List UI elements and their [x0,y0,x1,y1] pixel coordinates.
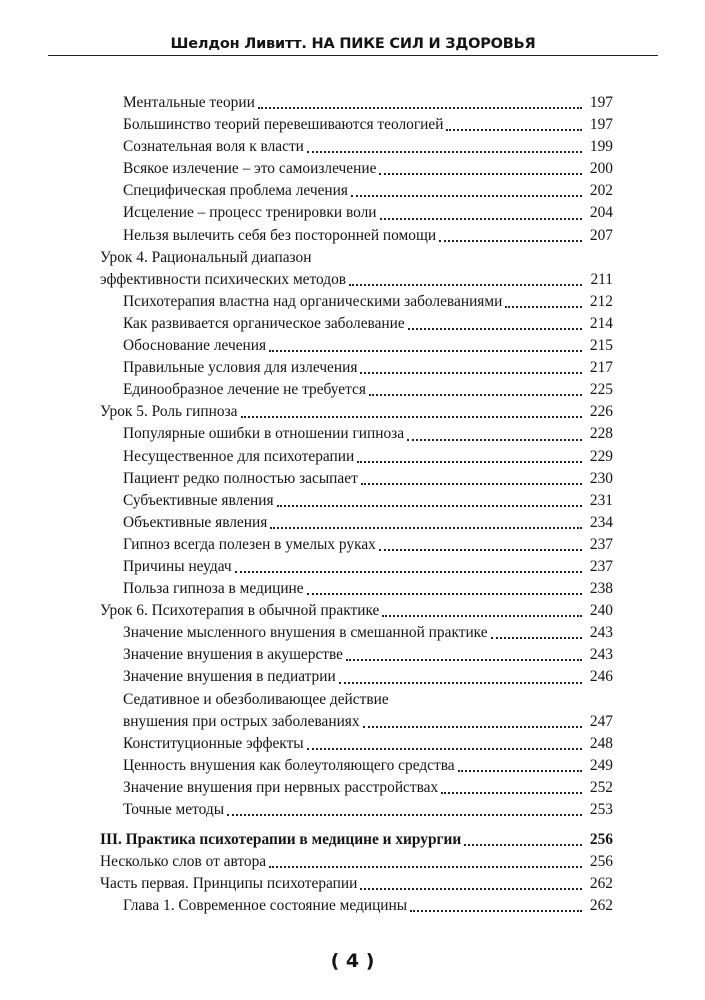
dot-leader [446,129,582,131]
toc-entry [0,644,705,666]
dot-leader [464,844,582,846]
toc-entry [0,777,705,799]
toc-entry-page: 247 [589,712,613,730]
toc-entry-page: 202 [589,182,613,200]
toc-entry [0,468,705,490]
dot-leader [379,173,582,175]
toc-entry-page: 256 [589,853,613,871]
toc-entry-title: Правильные условия для излечения [123,359,358,377]
toc-entry-title: Большинство теорий перевешиваются теологией [123,116,444,134]
toc-entry-page: 197 [589,116,613,134]
dot-leader [407,439,582,441]
toc-entry-title: Значение внушения в педиатрии [123,668,336,686]
toc-entry-page: 237 [589,535,613,553]
toc-entry [0,158,705,180]
toc-entry-page: 249 [589,756,613,774]
toc-entry-page: 226 [589,403,613,421]
toc-entry-page: 237 [589,557,613,575]
dot-leader [258,107,582,109]
toc-entry-page: 225 [589,381,613,399]
dot-leader [363,726,582,728]
toc-entry-title: Урок 6. Психотерапия в обычной практике [100,602,380,620]
toc-entry-page: 262 [589,875,613,893]
toc-entry-page: 231 [589,491,613,509]
toc-entry-title: Исцеление – процесс тренировки воли [123,204,377,222]
toc-entry [0,446,705,468]
toc-entry-page: 238 [589,580,613,598]
toc-entry-title: Субъективные явления [123,491,274,509]
dot-leader [491,637,582,639]
header-rule [48,55,658,56]
dot-leader [307,748,582,750]
toc-entry-page: 207 [589,226,613,244]
toc-entry [0,851,705,873]
toc-entry-title: Популярные ошибки в отношении гипноза [123,425,405,443]
toc-entry-title: Значение внушения в акушерстве [123,646,344,664]
toc-entry-page: 229 [589,447,613,465]
dot-leader [346,659,582,661]
table-of-contents [0,92,705,917]
dot-leader [382,615,582,617]
toc-entry-page: 252 [589,778,613,796]
toc-entry [0,689,705,733]
toc-entry-title: Специфическая проблема лечения [123,182,348,200]
toc-entry-title: Значение мысленного внушения в смешанной практике [123,624,488,642]
toc-entry [0,202,705,224]
toc-entry [0,92,705,114]
toc-entry-title: Часть первая. Принципы психотерапии [100,875,358,893]
toc-entry-title-line1: Седативное и обезболивающее действие [123,690,389,708]
toc-entry [0,799,705,821]
toc-entry-title: Ментальные теории [123,94,255,111]
toc-entry [0,755,705,777]
toc-entry [0,578,705,600]
toc-entry-title: Урок 5. Роль гипноза [100,403,238,421]
toc-entry-title: Конституционные эффекты [123,734,304,752]
toc-entry-page: 243 [589,646,613,664]
toc-entry-page: 256 [589,831,613,849]
toc-entry [0,512,705,534]
toc-entry [0,313,705,335]
toc-entry-page: 246 [589,668,613,686]
toc-entry-title: Польза гипноза в медицине [123,580,304,598]
toc-entry-page: 200 [589,160,613,178]
toc-entry [0,829,705,851]
toc-entry-title: III. Практика психотерапии в медицине и хирургии [100,831,462,849]
toc-entry-title: Объективные явления [123,513,268,531]
toc-entry [0,895,705,917]
dot-leader [361,483,582,485]
toc-entry-title: Ценность внушения как болеутоляющего средства [123,756,455,774]
toc-entry [0,666,705,688]
toc-entry-title: Нельзя вылечить себя без посторонней помощи [123,226,437,244]
dot-leader [441,792,582,794]
toc-entry-title: Обоснование лечения [123,337,267,355]
toc-entry-title: Гипноз всегда полезен в умелых руках [123,535,376,553]
toc-entry-page: 204 [589,204,613,222]
toc-entry [0,225,705,247]
toc-entry-page: 253 [589,801,613,818]
toc-entry-page: 212 [589,292,613,310]
toc-entry-page: 262 [589,897,613,915]
dot-leader [349,284,582,286]
toc-entry-page: 240 [589,602,613,620]
toc-entry-page: 248 [589,734,613,752]
toc-entry-page: 243 [589,624,613,642]
toc-entry-title: Несколько слов от автора [100,853,267,871]
dot-leader [408,328,582,330]
toc-entry-title: Причины неудач [123,557,232,575]
dot-leader [269,866,582,868]
dot-leader [458,770,582,772]
toc-entry [0,622,705,644]
toc-entry-title: Глава 1. Современное состояние медицины [123,897,408,915]
section-gap [0,821,705,829]
toc-entry-page: 215 [589,337,613,355]
toc-entry [0,534,705,556]
toc-entry-title: Пациент редко полностью засыпает [123,469,358,487]
dot-leader [227,814,582,816]
toc-entry [0,136,705,158]
toc-entry-page: 199 [589,138,613,156]
toc-entry [0,180,705,202]
dot-leader [241,416,583,418]
dot-leader [360,372,582,374]
toc-entry-title: Сознательная воля к власти [123,138,304,156]
dot-leader [307,593,582,595]
toc-entry [0,556,705,578]
dot-leader [357,461,582,463]
dot-leader [410,910,582,912]
toc-entry-page: 197 [589,94,613,111]
dot-leader [360,888,582,890]
dot-leader [235,571,582,573]
toc-entry-page: 217 [589,359,613,377]
toc-entry-title: Единообразное лечение не требуется [123,381,366,399]
toc-entry-title-line1: Урок 4. Рациональный диапазон [100,248,312,266]
toc-entry [0,247,705,291]
toc-entry-title: Точные методы [123,801,225,818]
dot-leader [505,306,582,308]
dot-leader [307,151,582,153]
toc-entry-title: Психотерапия властна над органическими заболеваниями [123,292,503,310]
dot-leader [277,505,582,507]
toc-entry [0,357,705,379]
toc-entry [0,291,705,313]
toc-entry-page: 230 [589,469,613,487]
toc-entry [0,401,705,423]
toc-entry-page: 211 [590,270,613,288]
toc-entry [0,490,705,512]
toc-entry-title: Как развивается органическое заболевание [123,314,405,332]
toc-entry [0,335,705,357]
toc-entry-title: Всякое излечение – это самоизлечение [123,160,377,178]
toc-entry [0,114,705,136]
toc-entry [0,733,705,755]
dot-leader [270,527,582,529]
dot-leader [369,394,582,396]
toc-entry-title: Значение внушения при нервных расстройствах [123,778,439,796]
page-number: ( 4 ) [330,950,375,972]
toc-entry-title: внушения при острых заболеваниях [123,712,360,730]
running-header: Шелдон Ливитт. НА ПИКЕ СИЛ И ЗДОРОВЬЯ [170,36,536,52]
toc-entry-title: Несущественное для психотерапии [123,447,355,465]
toc-entry-page: 214 [589,314,613,332]
toc-entry-page: 234 [589,513,613,531]
toc-entry-title: эффективности психических методов [100,270,347,288]
toc-entry-page: 228 [589,425,613,443]
dot-leader [269,350,582,352]
toc-entry [0,600,705,622]
dot-leader [379,549,582,551]
dot-leader [380,218,582,220]
toc-entry [0,423,705,445]
dot-leader [439,240,582,242]
dot-leader [351,195,582,197]
toc-entry [0,873,705,895]
dot-leader [339,682,582,684]
toc-entry [0,379,705,401]
